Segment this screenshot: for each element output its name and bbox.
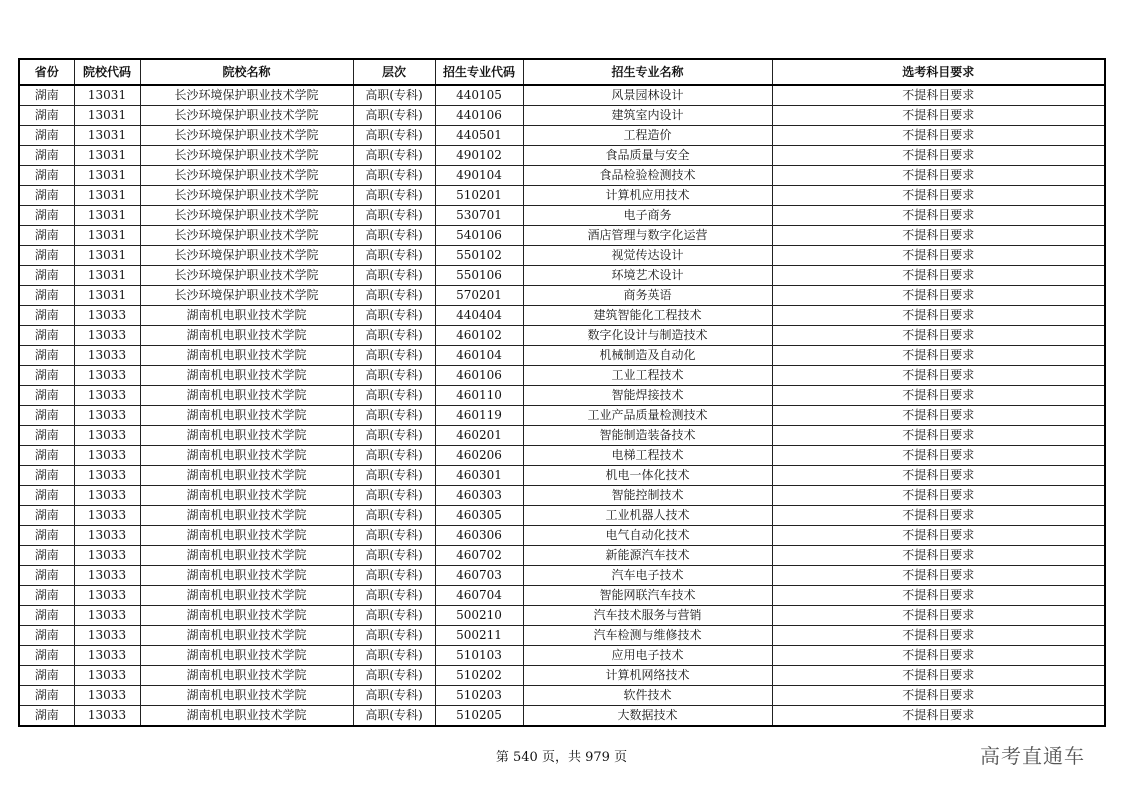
cell-major-name: 建筑智能化工程技术 — [523, 306, 772, 326]
cell-school-code: 13033 — [74, 366, 140, 386]
cell-school-name: 湖南机电职业技术学院 — [140, 706, 353, 727]
cell-school-name: 湖南机电职业技术学院 — [140, 466, 353, 486]
cell-major-name: 计算机网络技术 — [523, 666, 772, 686]
cell-level: 高职(专科) — [353, 666, 435, 686]
cell-province: 湖南 — [19, 326, 74, 346]
cell-major-name: 工程造价 — [523, 126, 772, 146]
table-row — [19, 706, 1105, 727]
table-row — [19, 446, 1105, 466]
cell-major-code: 460704 — [435, 586, 523, 606]
cell-province: 湖南 — [19, 306, 74, 326]
cell-province: 湖南 — [19, 206, 74, 226]
table-row — [19, 286, 1105, 306]
cell-major-code: 440106 — [435, 106, 523, 126]
cell-subject-requirement: 不提科目要求 — [772, 506, 1105, 526]
cell-school-code: 13033 — [74, 306, 140, 326]
cell-school-name: 长沙环境保护职业技术学院 — [140, 266, 353, 286]
table-row — [19, 686, 1105, 706]
cell-subject-requirement: 不提科目要求 — [772, 606, 1105, 626]
col-header-major-name: 招生专业名称 — [523, 59, 772, 85]
cell-school-name: 湖南机电职业技术学院 — [140, 606, 353, 626]
cell-level: 高职(专科) — [353, 286, 435, 306]
table-row — [19, 426, 1105, 446]
cell-school-code: 13033 — [74, 386, 140, 406]
cell-subject-requirement: 不提科目要求 — [772, 106, 1105, 126]
cell-school-name: 长沙环境保护职业技术学院 — [140, 186, 353, 206]
cell-level: 高职(专科) — [353, 186, 435, 206]
cell-major-name: 视觉传达设计 — [523, 246, 772, 266]
cell-major-code: 550102 — [435, 246, 523, 266]
cell-province: 湖南 — [19, 366, 74, 386]
cell-school-name: 长沙环境保护职业技术学院 — [140, 106, 353, 126]
cell-level: 高职(专科) — [353, 246, 435, 266]
cell-subject-requirement: 不提科目要求 — [772, 426, 1105, 446]
cell-major-code: 490102 — [435, 146, 523, 166]
cell-school-code: 13031 — [74, 106, 140, 126]
cell-major-name: 环境艺术设计 — [523, 266, 772, 286]
cell-province: 湖南 — [19, 106, 74, 126]
cell-school-code: 13031 — [74, 166, 140, 186]
cell-major-code: 510103 — [435, 646, 523, 666]
cell-major-code: 500211 — [435, 626, 523, 646]
table-body — [19, 85, 1105, 726]
col-header-school-code: 院校代码 — [74, 59, 140, 85]
table-row — [19, 406, 1105, 426]
cell-school-code: 13033 — [74, 686, 140, 706]
cell-level: 高职(专科) — [353, 546, 435, 566]
table-row — [19, 626, 1105, 646]
cell-school-name: 长沙环境保护职业技术学院 — [140, 126, 353, 146]
cell-major-code: 510202 — [435, 666, 523, 686]
cell-level: 高职(专科) — [353, 166, 435, 186]
table-row — [19, 106, 1105, 126]
cell-major-name: 机械制造及自动化 — [523, 346, 772, 366]
cell-school-code: 13033 — [74, 646, 140, 666]
cell-major-code: 510201 — [435, 186, 523, 206]
cell-subject-requirement: 不提科目要求 — [772, 566, 1105, 586]
cell-school-name: 湖南机电职业技术学院 — [140, 666, 353, 686]
cell-subject-requirement: 不提科目要求 — [772, 446, 1105, 466]
cell-school-name: 湖南机电职业技术学院 — [140, 366, 353, 386]
cell-subject-requirement: 不提科目要求 — [772, 406, 1105, 426]
cell-school-name: 长沙环境保护职业技术学院 — [140, 206, 353, 226]
cell-province: 湖南 — [19, 286, 74, 306]
cell-major-name: 商务英语 — [523, 286, 772, 306]
cell-major-name: 软件技术 — [523, 686, 772, 706]
cell-school-code: 13033 — [74, 506, 140, 526]
table-row — [19, 646, 1105, 666]
cell-level: 高职(专科) — [353, 206, 435, 226]
cell-major-code: 510205 — [435, 706, 523, 727]
cell-level: 高职(专科) — [353, 506, 435, 526]
cell-subject-requirement: 不提科目要求 — [772, 326, 1105, 346]
cell-subject-requirement: 不提科目要求 — [772, 266, 1105, 286]
cell-major-code: 460305 — [435, 506, 523, 526]
cell-subject-requirement: 不提科目要求 — [772, 85, 1105, 106]
cell-level: 高职(专科) — [353, 466, 435, 486]
cell-province: 湖南 — [19, 506, 74, 526]
table-row — [19, 486, 1105, 506]
cell-major-code: 460306 — [435, 526, 523, 546]
cell-school-code: 13033 — [74, 666, 140, 686]
total-pages: 979 — [585, 750, 610, 765]
cell-major-code: 510203 — [435, 686, 523, 706]
cell-major-name: 应用电子技术 — [523, 646, 772, 666]
cell-major-name: 风景园林设计 — [523, 85, 772, 106]
cell-subject-requirement: 不提科目要求 — [772, 286, 1105, 306]
cell-school-name: 湖南机电职业技术学院 — [140, 386, 353, 406]
cell-subject-requirement: 不提科目要求 — [772, 686, 1105, 706]
cell-major-code: 440105 — [435, 85, 523, 106]
table-row — [19, 586, 1105, 606]
cell-major-name: 机电一体化技术 — [523, 466, 772, 486]
cell-province: 湖南 — [19, 246, 74, 266]
cell-level: 高职(专科) — [353, 106, 435, 126]
cell-school-code: 13031 — [74, 206, 140, 226]
cell-major-code: 460104 — [435, 346, 523, 366]
cell-level: 高职(专科) — [353, 346, 435, 366]
cell-school-name: 长沙环境保护职业技术学院 — [140, 246, 353, 266]
cell-subject-requirement: 不提科目要求 — [772, 246, 1105, 266]
cell-school-code: 13031 — [74, 186, 140, 206]
cell-school-code: 13033 — [74, 706, 140, 727]
cell-province: 湖南 — [19, 626, 74, 646]
table-row — [19, 526, 1105, 546]
cell-major-name: 电气自动化技术 — [523, 526, 772, 546]
cell-province: 湖南 — [19, 666, 74, 686]
cell-subject-requirement: 不提科目要求 — [772, 146, 1105, 166]
cell-major-name: 大数据技术 — [523, 706, 772, 727]
cell-major-code: 490104 — [435, 166, 523, 186]
table-row — [19, 166, 1105, 186]
cell-level: 高职(专科) — [353, 646, 435, 666]
cell-major-name: 食品检验检测技术 — [523, 166, 772, 186]
cell-major-name: 汽车检测与维修技术 — [523, 626, 772, 646]
cell-province: 湖南 — [19, 426, 74, 446]
cell-school-code: 13033 — [74, 526, 140, 546]
cell-level: 高职(专科) — [353, 126, 435, 146]
cell-province: 湖南 — [19, 346, 74, 366]
cell-province: 湖南 — [19, 686, 74, 706]
cell-level: 高职(专科) — [353, 146, 435, 166]
cell-school-name: 长沙环境保护职业技术学院 — [140, 166, 353, 186]
cell-school-code: 13033 — [74, 346, 140, 366]
cell-major-code: 550106 — [435, 266, 523, 286]
cell-province: 湖南 — [19, 85, 74, 106]
cell-province: 湖南 — [19, 586, 74, 606]
cell-major-code: 460201 — [435, 426, 523, 446]
cell-school-code: 13031 — [74, 85, 140, 106]
cell-school-code: 13031 — [74, 146, 140, 166]
cell-subject-requirement: 不提科目要求 — [772, 346, 1105, 366]
cell-province: 湖南 — [19, 386, 74, 406]
cell-major-code: 460301 — [435, 466, 523, 486]
cell-school-name: 湖南机电职业技术学院 — [140, 406, 353, 426]
cell-school-name: 湖南机电职业技术学院 — [140, 506, 353, 526]
cell-school-name: 湖南机电职业技术学院 — [140, 586, 353, 606]
cell-major-name: 智能焊接技术 — [523, 386, 772, 406]
cell-level: 高职(专科) — [353, 626, 435, 646]
cell-major-name: 智能制造装备技术 — [523, 426, 772, 446]
cell-school-code: 13031 — [74, 126, 140, 146]
cell-subject-requirement: 不提科目要求 — [772, 126, 1105, 146]
table-row — [19, 186, 1105, 206]
cell-subject-requirement: 不提科目要求 — [772, 666, 1105, 686]
cell-school-code: 13031 — [74, 226, 140, 246]
cell-level: 高职(专科) — [353, 586, 435, 606]
page-number — [0, 746, 1123, 765]
cell-level: 高职(专科) — [353, 526, 435, 546]
cell-province: 湖南 — [19, 226, 74, 246]
current-page: 540 — [513, 750, 538, 765]
cell-province: 湖南 — [19, 606, 74, 626]
table-row — [19, 126, 1105, 146]
table-row — [19, 466, 1105, 486]
cell-subject-requirement: 不提科目要求 — [772, 466, 1105, 486]
cell-subject-requirement: 不提科目要求 — [772, 486, 1105, 506]
table-header — [19, 59, 1105, 85]
cell-subject-requirement: 不提科目要求 — [772, 626, 1105, 646]
cell-major-code: 460303 — [435, 486, 523, 506]
cell-level: 高职(专科) — [353, 426, 435, 446]
cell-province: 湖南 — [19, 526, 74, 546]
cell-province: 湖南 — [19, 406, 74, 426]
table-row — [19, 246, 1105, 266]
col-header-major-code: 招生专业代码 — [435, 59, 523, 85]
table-row — [19, 366, 1105, 386]
cell-subject-requirement: 不提科目要求 — [772, 206, 1105, 226]
cell-school-name: 长沙环境保护职业技术学院 — [140, 286, 353, 306]
cell-school-code: 13031 — [74, 246, 140, 266]
table-row — [19, 266, 1105, 286]
table-row — [19, 206, 1105, 226]
cell-school-code: 13033 — [74, 586, 140, 606]
cell-level: 高职(专科) — [353, 226, 435, 246]
table-row — [19, 306, 1105, 326]
page-prefix: 第 — [495, 750, 509, 765]
cell-major-name: 酒店管理与数字化运营 — [523, 226, 772, 246]
cell-major-name: 智能网联汽车技术 — [523, 586, 772, 606]
cell-major-name: 数字化设计与制造技术 — [523, 326, 772, 346]
cell-school-name: 湖南机电职业技术学院 — [140, 306, 353, 326]
cell-school-name: 湖南机电职业技术学院 — [140, 526, 353, 546]
table-row — [19, 226, 1105, 246]
cell-subject-requirement: 不提科目要求 — [772, 186, 1105, 206]
table-row — [19, 546, 1105, 566]
cell-province: 湖南 — [19, 446, 74, 466]
admission-table — [18, 58, 1106, 727]
cell-major-code: 460119 — [435, 406, 523, 426]
cell-subject-requirement: 不提科目要求 — [772, 366, 1105, 386]
col-header-subject-requirement: 选考科目要求 — [772, 59, 1105, 85]
table-row — [19, 326, 1105, 346]
cell-major-name: 智能控制技术 — [523, 486, 772, 506]
cell-subject-requirement: 不提科目要求 — [772, 546, 1105, 566]
cell-school-name: 湖南机电职业技术学院 — [140, 686, 353, 706]
cell-level: 高职(专科) — [353, 326, 435, 346]
cell-level: 高职(专科) — [353, 486, 435, 506]
cell-subject-requirement: 不提科目要求 — [772, 386, 1105, 406]
table-row — [19, 506, 1105, 526]
table-row — [19, 386, 1105, 406]
cell-major-name: 汽车技术服务与营销 — [523, 606, 772, 626]
cell-school-name: 长沙环境保护职业技术学院 — [140, 226, 353, 246]
cell-school-code: 13033 — [74, 326, 140, 346]
cell-major-code: 460102 — [435, 326, 523, 346]
header-row — [19, 59, 1105, 85]
cell-subject-requirement: 不提科目要求 — [772, 526, 1105, 546]
cell-school-name: 湖南机电职业技术学院 — [140, 446, 353, 466]
cell-level: 高职(专科) — [353, 706, 435, 727]
cell-school-code: 13033 — [74, 486, 140, 506]
cell-province: 湖南 — [19, 266, 74, 286]
cell-subject-requirement: 不提科目要求 — [772, 306, 1105, 326]
cell-school-name: 湖南机电职业技术学院 — [140, 646, 353, 666]
cell-major-code: 460106 — [435, 366, 523, 386]
cell-major-code: 540106 — [435, 226, 523, 246]
cell-major-code: 530701 — [435, 206, 523, 226]
cell-school-name: 湖南机电职业技术学院 — [140, 626, 353, 646]
cell-school-name: 湖南机电职业技术学院 — [140, 346, 353, 366]
cell-major-name: 汽车电子技术 — [523, 566, 772, 586]
cell-school-name: 长沙环境保护职业技术学院 — [140, 146, 353, 166]
cell-major-code: 440404 — [435, 306, 523, 326]
cell-school-code: 13033 — [74, 466, 140, 486]
cell-subject-requirement: 不提科目要求 — [772, 646, 1105, 666]
page-middle: 页，共 — [541, 750, 581, 765]
col-header-school-name: 院校名称 — [140, 59, 353, 85]
cell-school-code: 13033 — [74, 566, 140, 586]
table-row — [19, 85, 1105, 106]
cell-school-code: 13033 — [74, 406, 140, 426]
cell-province: 湖南 — [19, 146, 74, 166]
cell-subject-requirement: 不提科目要求 — [772, 586, 1105, 606]
cell-province: 湖南 — [19, 186, 74, 206]
cell-school-code: 13031 — [74, 266, 140, 286]
cell-province: 湖南 — [19, 166, 74, 186]
cell-school-code: 13031 — [74, 286, 140, 306]
cell-school-code: 13033 — [74, 426, 140, 446]
cell-major-name: 电梯工程技术 — [523, 446, 772, 466]
table-row — [19, 566, 1105, 586]
cell-major-code: 460206 — [435, 446, 523, 466]
cell-major-name: 新能源汽车技术 — [523, 546, 772, 566]
cell-school-name: 湖南机电职业技术学院 — [140, 486, 353, 506]
cell-major-code: 500210 — [435, 606, 523, 626]
cell-major-code: 460703 — [435, 566, 523, 586]
cell-school-name: 湖南机电职业技术学院 — [140, 566, 353, 586]
cell-province: 湖南 — [19, 126, 74, 146]
col-header-province: 省份 — [19, 59, 74, 85]
col-header-level: 层次 — [353, 59, 435, 85]
cell-major-code: 460110 — [435, 386, 523, 406]
cell-school-code: 13033 — [74, 546, 140, 566]
cell-province: 湖南 — [19, 566, 74, 586]
cell-province: 湖南 — [19, 706, 74, 727]
cell-level: 高职(专科) — [353, 85, 435, 106]
cell-major-name: 食品质量与安全 — [523, 146, 772, 166]
cell-school-name: 长沙环境保护职业技术学院 — [140, 85, 353, 106]
cell-major-name: 工业产品质量检测技术 — [523, 406, 772, 426]
table-row — [19, 606, 1105, 626]
cell-school-name: 湖南机电职业技术学院 — [140, 326, 353, 346]
table-row — [19, 146, 1105, 166]
cell-level: 高职(专科) — [353, 446, 435, 466]
cell-major-name: 建筑室内设计 — [523, 106, 772, 126]
cell-subject-requirement: 不提科目要求 — [772, 226, 1105, 246]
cell-school-name: 湖南机电职业技术学院 — [140, 426, 353, 446]
table-row — [19, 666, 1105, 686]
cell-province: 湖南 — [19, 486, 74, 506]
cell-major-name: 工业工程技术 — [523, 366, 772, 386]
cell-level: 高职(专科) — [353, 406, 435, 426]
watermark-logo: 高考直通车 — [980, 744, 1085, 768]
page-suffix: 页 — [614, 750, 628, 765]
cell-level: 高职(专科) — [353, 686, 435, 706]
cell-school-code: 13033 — [74, 626, 140, 646]
cell-level: 高职(专科) — [353, 266, 435, 286]
cell-level: 高职(专科) — [353, 386, 435, 406]
cell-major-code: 440501 — [435, 126, 523, 146]
cell-major-name: 电子商务 — [523, 206, 772, 226]
cell-major-code: 570201 — [435, 286, 523, 306]
cell-major-name: 工业机器人技术 — [523, 506, 772, 526]
cell-level: 高职(专科) — [353, 366, 435, 386]
cell-province: 湖南 — [19, 646, 74, 666]
cell-major-name: 计算机应用技术 — [523, 186, 772, 206]
cell-school-name: 湖南机电职业技术学院 — [140, 546, 353, 566]
cell-subject-requirement: 不提科目要求 — [772, 706, 1105, 727]
table-row — [19, 346, 1105, 366]
cell-level: 高职(专科) — [353, 566, 435, 586]
cell-level: 高职(专科) — [353, 606, 435, 626]
cell-province: 湖南 — [19, 466, 74, 486]
cell-province: 湖南 — [19, 546, 74, 566]
cell-school-code: 13033 — [74, 446, 140, 466]
cell-level: 高职(专科) — [353, 306, 435, 326]
cell-subject-requirement: 不提科目要求 — [772, 166, 1105, 186]
cell-school-code: 13033 — [74, 606, 140, 626]
cell-major-code: 460702 — [435, 546, 523, 566]
